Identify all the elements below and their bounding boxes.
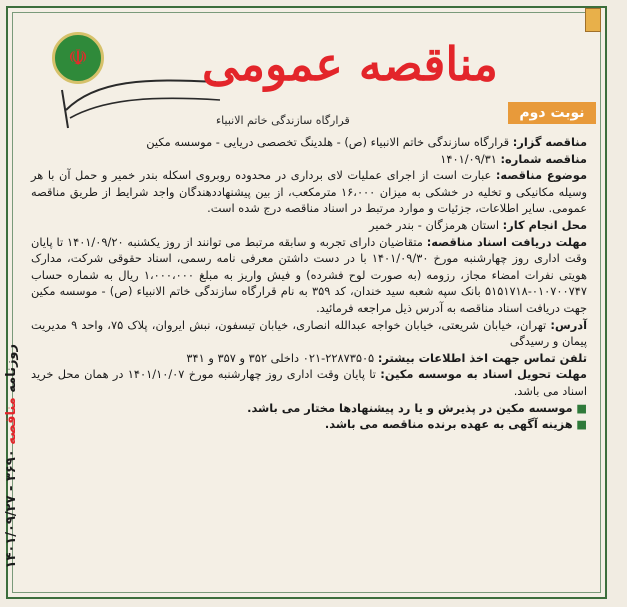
page-title: مناقصه عمومی	[202, 37, 498, 91]
newspaper-side-label: روزنامه مناقصه ۳۶۹۰ - ۱۴۰۱/۰۹/۲۷	[4, 344, 19, 569]
line-submission-deadline: مهلت تحویل اسناد به موسسه مکین: تا پایان وقت اداری روز چهارشنبه مورخ ۱۴۰۱/۱۰/۰۷ در همان محل خرید اسناد می باشد.	[31, 367, 587, 398]
note-item: ■ هزینه آگهی به عهده برنده مناقصه می باشد.	[324, 417, 587, 432]
iran-emblem-icon: ☫	[52, 32, 104, 84]
ad-body	[31, 134, 587, 433]
tender-ad	[6, 6, 607, 599]
org-logo-text: قرارگاه سازندگی خاتم الانبیاء	[216, 114, 350, 127]
line-tender-number: مناقصه شماره: ۱۴۰۱/۰۹/۳۱	[440, 151, 587, 166]
line-subject: موضوع مناقصه: عبارت است از اجرای عملیات لای برداری در محدوده روبروی اسکله بندر خمیر و حمل آن با هر وسیله مکانیکی و تخلیه در خشکی به میزان ۱۶،۰۰۰ مترمکعب، از بین پیشنهاددهندگان واجد شرایط از طریق مناقصه عمومی. سایر اطلاعات، جزئیات و موارد مرتبط در اسناد مناقصه درج شده است.	[31, 168, 587, 216]
line-address: آدرس: تهران، خیابان شریعتی، خیابان خواجه عبدالله انصاری، خیابان تیسفون، نبش ایروان، پلاک ۷۵، واحد ۹ مدیریت پیمان و رسیدگی	[31, 317, 588, 349]
newspaper-brand: مناقصه	[4, 397, 19, 445]
bullet-icon: ■	[572, 417, 587, 432]
line-tenderer: مناقصه گزار: قرارگاه سازندگی خاتم الانبیاء (ص) - هلدینگ تخصصی دریایی - موسسه مکین	[146, 135, 587, 149]
corner-ornament	[585, 8, 601, 32]
round-badge: نوبت دوم	[508, 102, 596, 124]
line-phone: تلفن تماس جهت اخذ اطلاعات بیشتر: ۲۲۸۷۳۵۰۵-۰۲۱ داخلی ۳۵۲ و ۳۵۷ و ۳۴۱	[186, 350, 587, 365]
note-item: ■ موسسه مکین در پذیرش و یا رد پیشنهادها مختار می باشد.	[247, 400, 587, 415]
line-document-deadline: مهلت دریافت اسناد مناقصه: متقاضیان دارای تجربه و سابقه مرتبط می توانند از روز یکشنبه ۱۴۰۱/۰۹/۲۰ تا پایان وقت اداری روز چهارشنبه مورخ ۱۴۰۱/۰۹/۳۰ با در دست داشتن معرفی نامه رسمی، اسناد حقوقی شرکت، مدارک هویتی نفرات امضاء مجاز، رزومه (به صورت لوح فشرده) و فیش واریز به مبلغ ۱،۰۰۰،۰۰۰ ریال به شماره حساب ۰۱۰۷۰۰۷۴۷-۵۱۵۱۷۱۸ بانک سپه شعبه سید خندان، کد ۳۵۹ به نام قرارگاه سازندگی خاتم الانبیاء (ص) - موسسه مکین جهت دریافت اسناد مناقصه به آدرس ذیل مراجعه فرمائید.	[31, 234, 588, 315]
line-location: محل انجام کار: استان هرمزگان - بندر خمیر	[369, 217, 587, 232]
bullet-icon: ■	[572, 400, 587, 415]
